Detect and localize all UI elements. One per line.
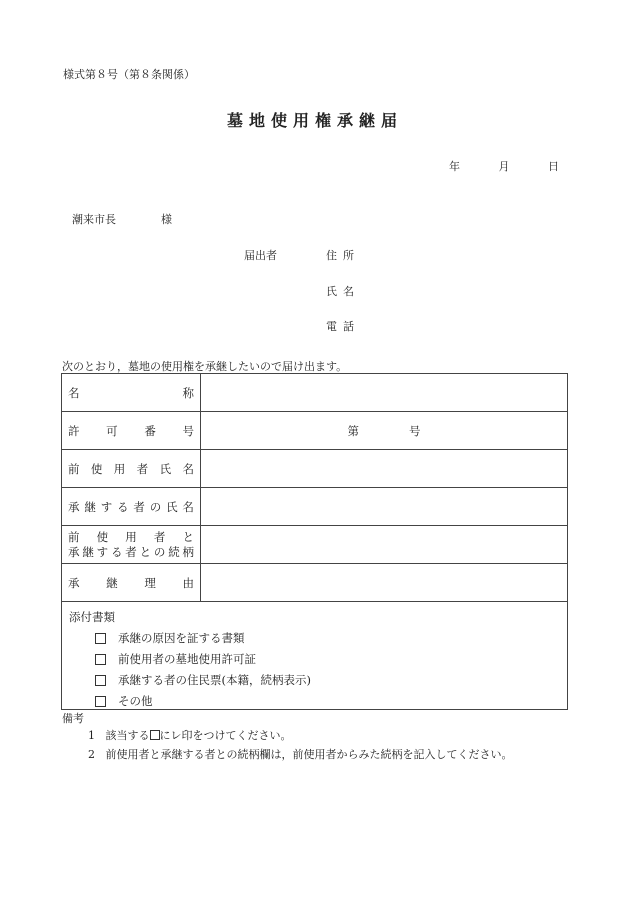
applicant-label: 届出者: [244, 249, 277, 262]
remark-item-2: [88, 746, 513, 762]
label-char: 柄: [182, 544, 194, 559]
label-spread: [68, 423, 194, 439]
attachments-title: 添付書類: [69, 610, 115, 624]
label-char: 号: [182, 423, 194, 438]
date-line: [449, 158, 559, 174]
checkbox-icon[interactable]: [95, 696, 106, 707]
label-char: と: [182, 529, 194, 544]
attachment-item: [95, 651, 567, 667]
attachments-cell: [62, 602, 568, 710]
table-row-previous-user: [62, 450, 568, 488]
label-char: 継: [84, 499, 96, 514]
application-table: [61, 373, 568, 710]
label-char: す: [100, 499, 113, 514]
label-char: 番: [144, 423, 156, 438]
addressee-honorific: 様: [161, 213, 172, 226]
permit-suffix: 号: [409, 423, 421, 438]
label-spread: [68, 461, 194, 477]
label-char: る: [110, 544, 123, 559]
checkbox-icon[interactable]: [95, 633, 106, 644]
label-spread: [68, 499, 194, 515]
permit-value-cell[interactable]: [201, 412, 568, 450]
checkbox-icon[interactable]: [95, 675, 106, 686]
label-char: の: [149, 499, 162, 514]
attachment-item: [95, 672, 567, 688]
row-label: [62, 412, 201, 450]
label-char: 氏: [159, 461, 172, 476]
label-char: る: [117, 499, 129, 514]
row-label: [62, 564, 201, 602]
form-title: 墓地使用権承継届: [226, 111, 403, 130]
remark-text: 前使用者と承継する者との続柄欄は，前使用者からみた続柄を記入してください。: [105, 748, 513, 761]
label-char: 氏: [166, 499, 178, 514]
row-label: [62, 488, 201, 526]
label-char: 継: [106, 575, 118, 590]
remark-number: 1: [88, 729, 95, 742]
label-char: 称: [182, 385, 194, 400]
label-two-line: [68, 530, 194, 560]
label-char: と: [139, 544, 152, 559]
label-char: の: [153, 544, 166, 559]
reason-value-cell[interactable]: [201, 564, 568, 602]
label-char: 前: [68, 529, 80, 544]
label-char: 承: [68, 499, 80, 514]
label-char: す: [96, 544, 109, 559]
label-char: 者: [136, 461, 149, 476]
relationship-value-cell[interactable]: [201, 526, 568, 564]
label-char: 許: [68, 423, 80, 438]
form-number: 様式第８号（第８条関係）: [63, 68, 195, 81]
label-char: 者: [153, 529, 166, 544]
checkbox-icon: [150, 730, 160, 740]
label-char: 名: [68, 385, 80, 400]
label-char: 由: [182, 575, 194, 590]
label-char: 前: [68, 461, 80, 476]
label-char: 継: [82, 544, 94, 559]
addressee-name: 潮来市長: [72, 213, 116, 226]
remark-item-1: [88, 727, 292, 743]
table-row-name: [62, 374, 568, 412]
remark-number: 2: [88, 748, 95, 761]
table-row-attachments: [62, 602, 568, 710]
label-char: 者: [125, 544, 137, 559]
label-char: 名: [182, 499, 194, 514]
label-char: 名: [182, 461, 194, 476]
label-spread: [68, 385, 194, 401]
attachment-label: 承継する者の住民票(本籍，続柄表示): [118, 673, 311, 687]
intro-text: 次のとおり，墓地の使用権を承継したいので届け出ます。: [62, 360, 348, 373]
addressee: [72, 211, 172, 227]
attachment-item: [95, 630, 567, 646]
label-line-1: [68, 530, 194, 545]
label-char: 使: [90, 461, 103, 476]
label-char: 者: [133, 499, 145, 514]
applicant-name-label: 氏名: [326, 285, 360, 298]
remark-text-pre: 該当する: [105, 729, 150, 742]
row-label: [62, 450, 201, 488]
row-label: [62, 526, 201, 564]
label-char: 承: [68, 544, 80, 559]
table-row-relationship: [62, 526, 568, 564]
remark-text-post: にレ印をつけてください。: [159, 729, 292, 742]
checkbox-icon[interactable]: [95, 654, 106, 665]
date-year-label: 年: [449, 160, 460, 173]
row-label: [62, 374, 201, 412]
applicant-phone-label: 電話: [326, 320, 360, 333]
label-line-2: [68, 545, 194, 560]
label-char: 可: [106, 423, 118, 438]
label-char: 承: [68, 575, 80, 590]
name-value-cell[interactable]: [201, 374, 568, 412]
table-row-permit: [62, 412, 568, 450]
label-char: 続: [168, 544, 180, 559]
label-char: 理: [144, 575, 156, 590]
successor-value-cell[interactable]: [201, 488, 568, 526]
table-row-successor: [62, 488, 568, 526]
date-month-label: 月: [498, 160, 510, 173]
attachment-label: その他: [118, 694, 153, 708]
label-char: 用: [125, 529, 137, 544]
permit-value: [201, 423, 567, 439]
label-char: 用: [113, 461, 126, 476]
attachment-label: 前使用者の墓地使用許可証: [118, 652, 256, 666]
table-row-reason: [62, 564, 568, 602]
label-spread: [68, 575, 194, 591]
date-day-label: 日: [548, 160, 559, 173]
previous-user-value-cell[interactable]: [201, 450, 568, 488]
attachment-item: [95, 693, 567, 709]
label-char: 使: [96, 529, 109, 544]
remarks-title: 備考: [62, 712, 84, 725]
attachment-label: 承継の原因を証する書類: [118, 631, 245, 645]
applicant-address-label: 住所: [326, 249, 360, 262]
permit-prefix: 第: [347, 423, 359, 438]
